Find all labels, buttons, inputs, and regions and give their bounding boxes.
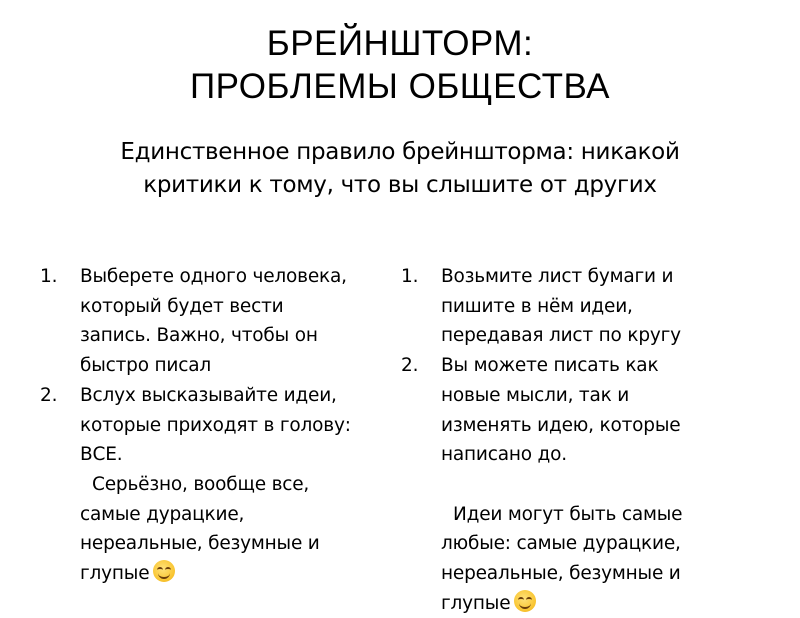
- note-line: нереальные, безумные и: [80, 533, 320, 555]
- note-line-last: [441, 589, 781, 618]
- list-number: 2.: [40, 384, 58, 406]
- subtitle-line: Единственное правило брейншторма: никакой: [120, 139, 680, 165]
- list-text-line: ВСЕ.: [80, 444, 123, 466]
- list-text-line: Вы можете писать как: [441, 355, 659, 377]
- list-text-line: Выберете одного человека,: [80, 266, 347, 287]
- note-line: глупые: [441, 592, 511, 614]
- list-text-line: запись. Важно, чтобы он: [80, 325, 318, 347]
- slide-title-line: ПРОБЛЕМЫ ОБЩЕСТВА: [190, 67, 610, 106]
- note-line: глупые: [80, 563, 150, 585]
- blank-line: [401, 470, 781, 500]
- list-text-line: Вслух высказывайте идеи,: [80, 384, 337, 406]
- note-line: любые: самые дурацкие,: [441, 533, 681, 555]
- list-text-line: быстро писал: [80, 355, 211, 377]
- list-text-line: которые приходят в голову:: [80, 414, 351, 436]
- note-line: нереальные, безумные и: [441, 563, 681, 585]
- slide-title-line: БРЕЙНШТОРМ:: [266, 24, 534, 63]
- list-text-line: Возьмите лист бумаги и: [441, 266, 674, 287]
- note-line: Идеи могут быть самые: [453, 503, 683, 525]
- list-text-line: изменять идею, которые: [441, 414, 681, 436]
- note-line: самые дурацкие,: [80, 503, 245, 525]
- list-item: [401, 351, 781, 470]
- note-line: Серьёзно, вообще все,: [92, 473, 310, 495]
- list-item: [40, 262, 400, 381]
- list-number: 2.: [401, 355, 419, 377]
- list-number: 1.: [40, 266, 58, 287]
- smiling-face-icon: [153, 560, 175, 582]
- list-note: [401, 500, 781, 618]
- list-item: [401, 262, 781, 351]
- list-text-line: который будет вести: [80, 295, 284, 317]
- slide-subtitle: [0, 136, 800, 202]
- right-column: [401, 262, 781, 614]
- list-number: 1.: [401, 266, 419, 287]
- note-line-last: [80, 559, 400, 589]
- list-item: [40, 381, 400, 470]
- list-text-line: передавая лист по кругу: [441, 325, 681, 347]
- left-column: [40, 262, 400, 589]
- smiling-face-icon: [514, 590, 536, 612]
- slide-title: [0, 22, 800, 108]
- subtitle-line: критики к тому, что вы слышите от других: [143, 172, 657, 198]
- list-text-line: написано до.: [441, 444, 567, 466]
- list-text-line: пишите в нём идеи,: [441, 295, 633, 317]
- list-note: [40, 470, 400, 589]
- list-text-line: новые мысли, так и: [441, 384, 630, 406]
